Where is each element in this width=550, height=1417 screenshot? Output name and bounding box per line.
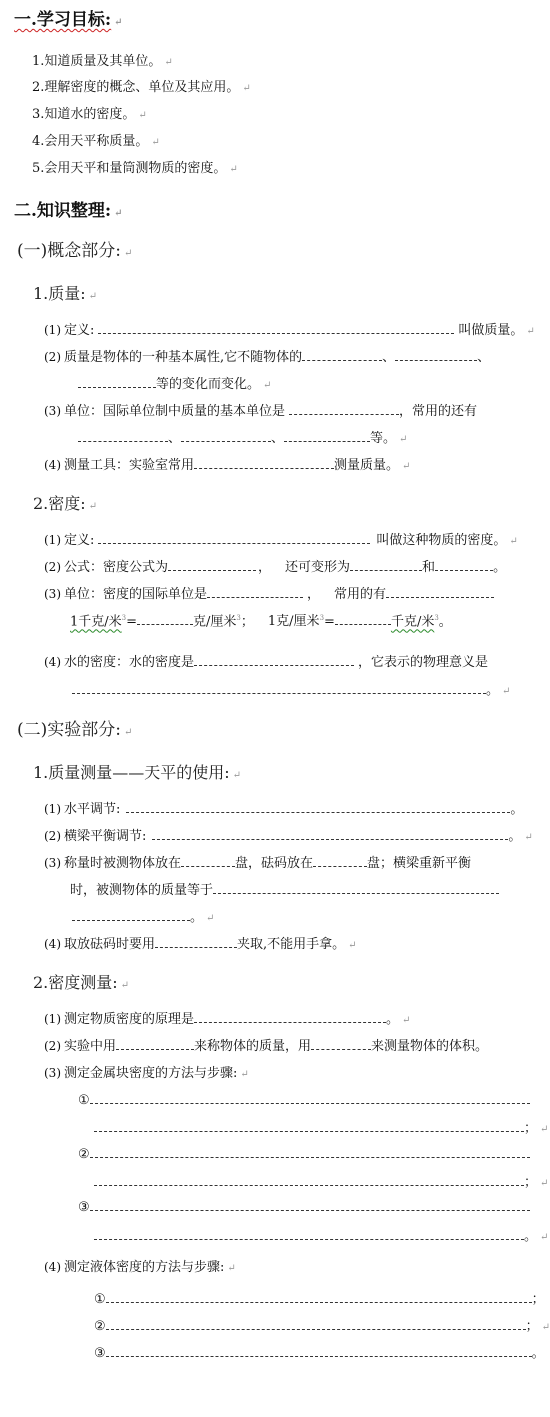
measure-line-4: (4) 测定液体密度的方法与步骤: ↵ — [44, 1260, 236, 1275]
metal-step-2b: ； ↵ — [94, 1176, 548, 1189]
goal-item-3: 3.知道水的密度。 ↵ — [32, 107, 147, 122]
goal-item-2: 2.理解密度的概念、单位及其应用。 ↵ — [32, 80, 251, 95]
metal-step-2: ② — [78, 1148, 530, 1161]
density-line-1: (1) 定义: 叫做这种物质的密度。 ↵ — [44, 533, 518, 548]
metal-step-1: ① — [78, 1094, 530, 1107]
balance-line-3b: 时，被测物体的质量等于 — [70, 884, 499, 897]
liquid-step-3: ③ 。 — [94, 1346, 545, 1361]
metal-step-3b: 。 ↵ — [94, 1230, 548, 1243]
mass-line-3: (3) 单位：国际单位制中质量的基本单位是 ，常用的还有 — [44, 404, 478, 419]
balance-title: 1.质量测量——天平的使用: ↵ — [33, 763, 242, 782]
balance-line-2: (2) 横梁平衡调节: 。 ↵ — [44, 829, 533, 844]
metal-step-1b: ； ↵ — [94, 1122, 548, 1135]
section-1-title: 一.学习目标: ↵ — [14, 10, 123, 30]
mass-line-4: (4) 测量工具：实验室常用 测量质量。 ↵ — [44, 458, 411, 473]
density-title: 2.密度: ↵ — [33, 494, 98, 513]
part-2-title: (二)实验部分: ↵ — [17, 720, 133, 740]
balance-line-1: (1) 水平调节: 。 — [44, 802, 524, 817]
density-line-4: (4) 水的密度：水的密度是 ，它表示的物理意义是 — [44, 655, 489, 670]
mass-title: 1.质量: ↵ — [33, 284, 98, 303]
density-line-4b: 。 ↵ — [72, 684, 510, 697]
balance-line-4: (4) 取放砝码时要用 夹取,不能用手拿。 ↵ — [44, 937, 357, 952]
section-2-title: 二.知识整理: ↵ — [14, 201, 123, 221]
density-line-2: (2) 公式：密度公式为 ， 还可变形为 和 。 — [44, 560, 507, 575]
liquid-step-1: ① ； — [94, 1292, 545, 1307]
mass-line-1: (1) 定义: 叫做质量。 ↵ — [44, 323, 535, 338]
mass-line-3b: 、 、 等。 ↵ — [78, 432, 407, 445]
measure-line-2: (2) 实验中用 来称物体的质量，用 来测量物体的体积。 — [44, 1039, 489, 1054]
part-1-title: (一)概念部分: ↵ — [17, 241, 133, 261]
mass-line-2b: 等的变化而变化。 ↵ — [78, 378, 271, 391]
goal-item-5: 5.会用天平和量筒测物质的密度。 ↵ — [32, 161, 238, 176]
density-line-3: (3) 单位：密度的国际单位是 ， 常用的有 — [44, 588, 494, 601]
liquid-step-2: ② ； ↵ — [94, 1319, 550, 1334]
goal-item-4: 4.会用天平称质量。 ↵ — [32, 134, 160, 149]
measure-line-3: (3) 测定金属块密度的方法与步骤: ↵ — [44, 1066, 249, 1081]
density-measure-title: 2.密度测量: ↵ — [33, 973, 130, 992]
goal-item-1: 1.知道质量及其单位。 ↵ — [32, 54, 173, 69]
measure-line-1: (1) 测定物质密度的原理是 。 ↵ — [44, 1012, 411, 1027]
balance-line-3: (3) 称量时被测物体放在 盘，砝码放在 盘；横梁重新平衡 — [44, 856, 472, 871]
density-line-3b: 1千克/米$^3$= 克/厘米$^3$； 1克/厘米$^3$= 千克/米$^3$。 — [70, 614, 452, 630]
metal-step-3: ③ — [78, 1201, 530, 1214]
mass-line-2: (2) 质量是物体的一种基本属性,它不随物体的 、 、 — [44, 350, 491, 365]
balance-line-3c: 。 ↵ — [72, 911, 214, 924]
